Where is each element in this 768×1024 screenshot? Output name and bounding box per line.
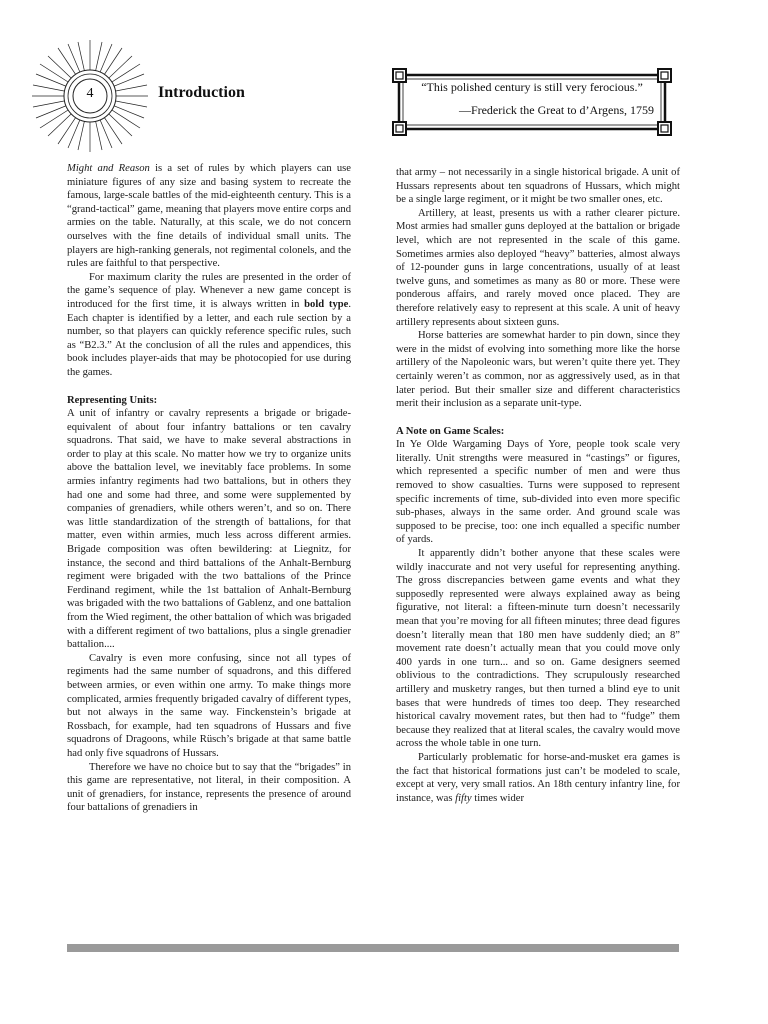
section-heading: A Note on Game Scales: (396, 425, 505, 437)
game-title-italic: Might and Reason (67, 163, 150, 174)
bold-term: bold type (304, 298, 349, 310)
paragraph: A unit of infantry or cavalry represents a brigade or brigade-equivalent of about four infantry battalions or ten cavalry squadrons. That said, we have to make several abstractions in order to play at this scale. No matter how we try to organize units above the battalion level, we inevitably face problems. In some armies infantry regiments had two battalions, but in others they had one and some had three, and some were supplemented by companies of grenadiers, while others weren’t, and so on. There was little standardization of the strength of battalions, for that matter, even within armies, much less across different armies. Brigade composition was often bewildering: at Liegnitz, for instance, the second and third battalions of the Anhalt-Bernburg regiment were brigaded with the two battalions of the Prince Ferdinand regiment, while the 1st battalion of Anhalt-Bernburg was brigaded with the two battalions of Gablenz, and one battalion from the Wied regiment, the other battalion of which was brigaded with a different regiment of two battalions, plus a single grenadier battalion.... (67, 408, 351, 651)
paragraph: In Ye Olde Wargaming Days of Yore, people took scale very literally. Unit strengths were measured in “castings” or figures, which represented a specific number of men and were thus removed to show casualties. Turns were supposed to represent specific increments of time, sub-divided into even more specific sub-phases, always in the same order. And ground scale was supposed to be precise, too: one inch equalled a specific number of yards. (396, 439, 680, 546)
epigraph-box (392, 68, 672, 136)
paragraph (67, 271, 351, 380)
footer-rule (67, 944, 679, 952)
page-number: 4 (86, 86, 94, 101)
epigraph-attribution: —Frederick the Great to d’Argens, 1759 (458, 103, 654, 117)
right-text-column (396, 166, 680, 805)
italic-emphasis: fifty (455, 792, 472, 804)
section-heading: Representing Units: (67, 394, 158, 406)
paragraph: Horse batteries are somewhat harder to pin down, since they were in the midst of evolving into something more like the horse artillery of the Napoleonic wars, but weren’t quite there yet. They certainly weren’t as common, nor as aggressively used, as in that later period. But their smaller size and different characteristics merit their inclusion as a separate unit-type. (396, 330, 680, 410)
paragraph-text: Particularly problematic for horse-and-musket era games is the fact that historical formations just can’t be modeled to scale, except at very, very small ratios. An 18th century infantry line, for instance, was (396, 751, 680, 804)
paragraph: It apparently didn’t bother anyone that these scales were wildly inaccurate and not very useful for representing anything. The gross discrepancies between game events and what they supposedly represented were always explained away as being figurative, not literal: a fifteen-minute turn doesn’t necessarily mean that you’re moving for all fifteen minutes; three dead figures doesn’t literally mean that 180 men have suddenly died; an 8” movement rate doesn’t actually mean that you could move only 400 yards in one turn... and so on. Game designers seemed oblivious to the contradictions. They scrupulously researched artillery and musketry ranges, but then turned a blind eye to unit bases that were hundreds of times too deep. They researched historical cavalry movement rates, but then had to “fudge” them because they realized that at literal scales, the cavalry would move across the whole table in one turn. (396, 548, 680, 750)
left-text-column (67, 162, 351, 815)
paragraph: Therefore we have no choice but to say that the “brigades” in this game are representative, not literal, in their composition. A unit of grenadiers, for instance, represents the presence of around four battalions of grenadiers in (67, 761, 351, 814)
paragraph: that army – not necessarily in a single historical brigade. A unit of Hussars represents about ten squadrons of Hussars, which might be a single large regiment, or it might be two smaller ones, etc. (396, 167, 680, 206)
paragraph-text: times wider (471, 792, 524, 804)
paragraph (396, 751, 680, 805)
chapter-title: Introduction (158, 84, 245, 101)
epigraph-quote: “This polished century is still very ferocious.” (421, 80, 643, 94)
paragraph-text: is a set of rules by which players can use miniature figures of any size and basing system to recreate the famous, large-scale battles of the mid-eighteenth century. This is a “grand-tactical” game, meaning that players move entire corps and armies on the table. Naturally, at this scale, we do not concern ourselves with the fine details of individual small units. The players are high-ranking generals, not regimental colonels, and the rules are faithful to that perspective. (67, 163, 351, 270)
paragraph-text: For maximum clarity the rules are presented in the order of the game’s sequence of play. Whenever a new game concept is introduced for the first time, it is always written in (67, 271, 351, 310)
ornamental-frame (392, 68, 672, 136)
paragraph: Artillery, at least, presents us with a rather clearer picture. Most armies had smaller guns deployed at the battalion or brigade level, which are not represented in the scale of this game. Sometimes armies also deployed “heavy” batteries, almost always of 12-pounder guns in large concentrations, usually of at least twelve guns, and sometimes as many as 80 or more. These were ponderous affairs, and rarely moved once placed. They are therefore relatively easy to represent at this scale. A unit of heavy artillery represents about sixteen guns. (396, 207, 680, 328)
paragraph (67, 162, 351, 271)
paragraph-text: . Each chapter is identified by a letter, and each rule section by a number, so that players can quickly reference specific rules, such as “B2.3.” At the conclusion of all the rules and appendices, this book includes player-aids that may be photocopied for use during the games. (67, 298, 351, 378)
paragraph: Cavalry is even more confusing, since not all types of regiments had the same number of squadrons, and this differed between armies, or even within one army. To make things more complicated, armies frequently brigaded cavalry of different types, but not always in the same way. Finckenstein’s brigade at Rossbach, for example, had ten squadrons of Hussars and five squadrons of Dragoons, while Rüsch’s brigade at that same battle had only five squadrons of Hussars. (67, 652, 351, 759)
